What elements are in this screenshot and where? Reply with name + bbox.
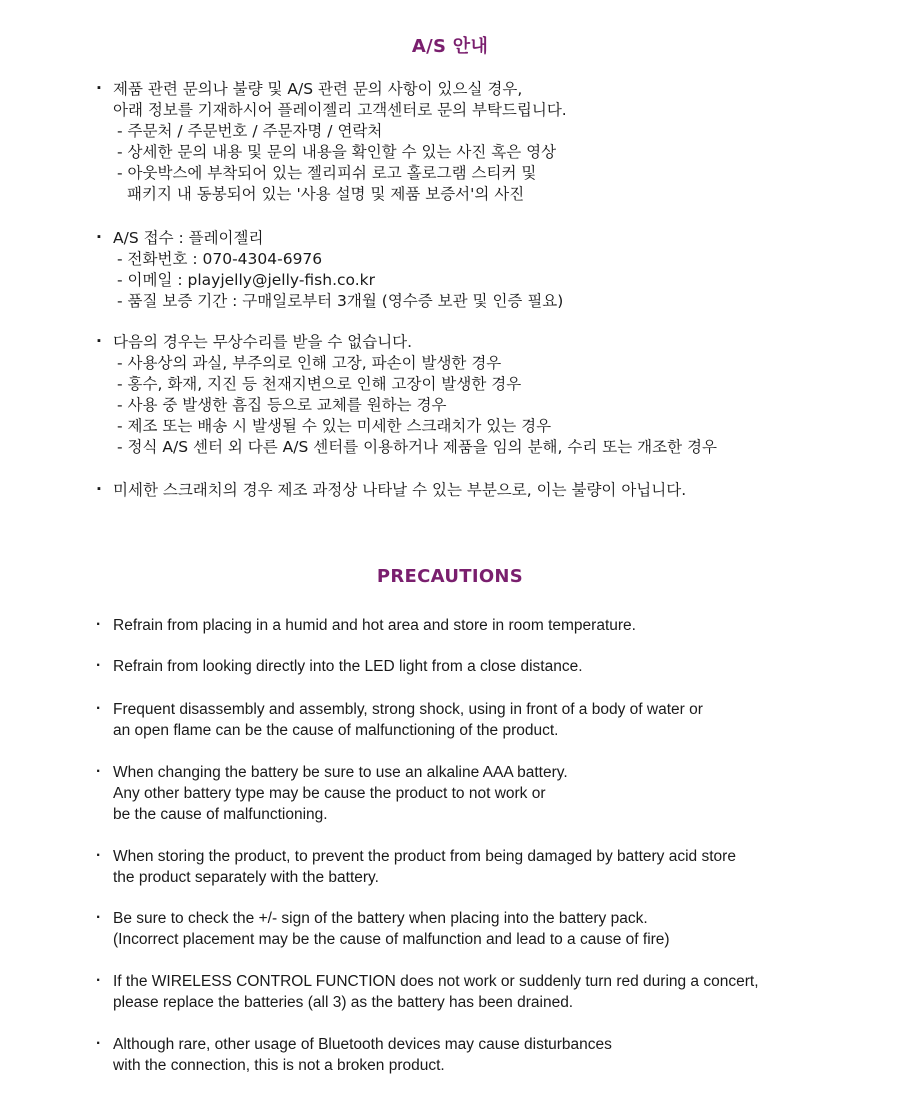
precaution-line: with the connection, this is not a broken product. bbox=[113, 1057, 445, 1074]
as-contact-warranty: - 품질 보증 기간 : 구매일로부터 3개월 (영수증 보관 및 인증 필요) bbox=[117, 292, 564, 310]
precaution-line: · Frequent disassembly and assembly, strong shock, using in front of a body of water or bbox=[95, 699, 875, 720]
precaution-line: be the cause of malfunctioning. bbox=[113, 806, 328, 823]
as-exclusion-3: - 사용 중 발생한 흠집 등으로 교체를 원하는 경우 bbox=[117, 396, 447, 414]
as-exclusion-1: - 사용상의 과실, 부주의로 인해 고장, 파손이 발생한 경우 bbox=[117, 354, 502, 372]
precaution-item bbox=[95, 656, 875, 677]
precaution-line: (Incorrect placement may be the cause of malfunction and lead to a cause of fire) bbox=[113, 931, 670, 948]
as-section-title: A/S 안내 bbox=[411, 36, 489, 57]
precaution-item bbox=[95, 971, 875, 1013]
precaution-line: the product separately with the battery. bbox=[113, 869, 379, 886]
as-inquiry-line-1: · 제품 관련 문의나 불량 및 A/S 관련 문의 사항이 있으실 경우, bbox=[95, 79, 875, 100]
precaution-item bbox=[95, 762, 875, 825]
as-exclusion-5: - 정식 A/S 센터 외 다른 A/S 센터를 이용하거나 제품을 임의 분해, 수리 또는 개조한 경우 bbox=[117, 438, 717, 456]
precaution-line: an open flame can be the cause of malfunctioning of the product. bbox=[113, 722, 559, 739]
as-inquiry-sub-2: - 상세한 문의 내용 및 문의 내용을 확인할 수 있는 사진 혹은 영상 bbox=[117, 143, 557, 161]
precaution-line: · Although rare, other usage of Bluetooth devices may cause disturbances bbox=[95, 1034, 875, 1055]
as-inquiry-line-2: 아래 정보를 기재하시어 플레이젤리 고객센터로 문의 부탁드립니다. bbox=[113, 101, 567, 119]
precaution-line: · Be sure to check the +/- sign of the battery when placing into the battery pack. bbox=[95, 908, 875, 929]
as-exclusion-2: - 홍수, 화재, 지진 등 천재지변으로 인해 고장이 발생한 경우 bbox=[117, 375, 522, 393]
precaution-line: · Refrain from placing in a humid and hot area and store in room temperature. bbox=[95, 615, 875, 636]
precaution-item bbox=[95, 846, 875, 888]
as-block-exclusions bbox=[95, 332, 875, 458]
precaution-line: · If the WIRELESS CONTROL FUNCTION does not work or suddenly turn red during a concert, bbox=[95, 971, 875, 992]
precaution-line: · Refrain from looking directly into the LED light from a close distance. bbox=[95, 656, 875, 677]
precaution-item bbox=[95, 699, 875, 741]
as-contact-email: - 이메일 : playjelly@jelly-fish.co.kr bbox=[117, 271, 376, 289]
as-scratch-note-line: · 미세한 스크래치의 경우 제조 과정상 나타날 수 있는 부분으로, 이는 불량이 아닙니다. bbox=[95, 480, 875, 501]
as-exclusion-4: - 제조 또는 배송 시 발생될 수 있는 미세한 스크래치가 있는 경우 bbox=[117, 417, 552, 435]
as-contact-phone: - 전화번호 : 070-4304-6976 bbox=[117, 250, 323, 268]
precaution-line: please replace the batteries (all 3) as the battery has been drained. bbox=[113, 994, 574, 1011]
as-inquiry-sub-3: - 아웃박스에 부착되어 있는 젤리피쉬 로고 홀로그램 스티커 및 bbox=[117, 164, 537, 182]
as-inquiry-sub-1: - 주문처 / 주문번호 / 주문자명 / 연락처 bbox=[117, 122, 383, 140]
precaution-line: · When storing the product, to prevent the product from being damaged by battery acid store bbox=[95, 846, 875, 867]
as-contact-line-1: · A/S 접수 : 플레이젤리 bbox=[95, 228, 875, 249]
precaution-item bbox=[95, 1034, 875, 1076]
precaution-item bbox=[95, 615, 875, 636]
as-block-scratch-note bbox=[95, 480, 875, 501]
precaution-line: Any other battery type may be cause the product to not work or bbox=[113, 785, 546, 802]
as-exclusions-line-1: · 다음의 경우는 무상수리를 받을 수 없습니다. bbox=[95, 332, 875, 353]
as-block-contact bbox=[95, 228, 875, 312]
precaution-line: · When changing the battery be sure to use an alkaline AAA battery. bbox=[95, 762, 875, 783]
precautions-title: PRECAUTIONS bbox=[376, 566, 524, 587]
as-block-inquiry bbox=[95, 79, 875, 205]
as-inquiry-sub-4: 패키지 내 동봉되어 있는 '사용 설명 및 제품 보증서'의 사진 bbox=[127, 185, 525, 203]
precaution-item bbox=[95, 908, 875, 950]
